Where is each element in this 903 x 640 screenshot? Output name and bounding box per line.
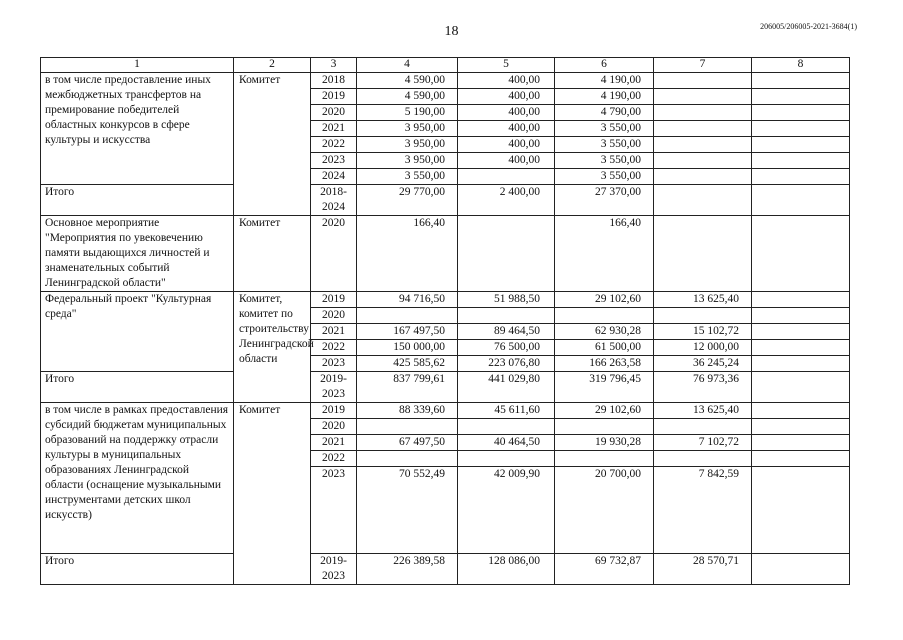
amount-cell [654, 451, 752, 467]
year-cell: 2021 [311, 324, 357, 340]
amount-cell: 7 102,72 [654, 435, 752, 451]
amount-cell: 19 930,28 [555, 435, 654, 451]
page-number: 18 [444, 24, 459, 39]
table-row [41, 292, 850, 308]
year-cell: 2022 [311, 451, 357, 467]
year-cell: 2019 [311, 89, 357, 105]
amount-cell: 166,40 [357, 216, 458, 292]
amount-cell [555, 451, 654, 467]
total-amount: 319 796,45 [555, 372, 654, 403]
column-header: 5 [458, 58, 555, 73]
total-amount: 28 570,71 [654, 554, 752, 585]
amount-cell: 400,00 [458, 89, 555, 105]
column-header: 4 [357, 58, 458, 73]
amount-cell: 400,00 [458, 153, 555, 169]
amount-cell [458, 451, 555, 467]
amount-cell: 167 497,50 [357, 324, 458, 340]
amount-cell [752, 324, 850, 340]
amount-cell: 51 988,50 [458, 292, 555, 308]
amount-cell [654, 308, 752, 324]
amount-cell [752, 121, 850, 137]
column-header-row [41, 58, 850, 73]
total-amount: 837 799,61 [357, 372, 458, 403]
year-cell: 2020 [311, 419, 357, 435]
amount-cell: 76 500,00 [458, 340, 555, 356]
amount-cell: 3 550,00 [555, 153, 654, 169]
year-cell: 2021 [311, 435, 357, 451]
amount-cell [752, 340, 850, 356]
total-label: Итого [41, 554, 234, 585]
amount-cell: 61 500,00 [555, 340, 654, 356]
year-cell: 2024 [311, 169, 357, 185]
table-row [41, 216, 850, 292]
amount-cell [654, 137, 752, 153]
amount-cell: 7 842,59 [654, 467, 752, 554]
amount-cell [752, 137, 850, 153]
amount-cell [752, 292, 850, 308]
amount-cell: 29 102,60 [555, 403, 654, 419]
amount-cell [752, 89, 850, 105]
amount-cell: 15 102,72 [654, 324, 752, 340]
total-amount: 441 029,80 [458, 372, 555, 403]
amount-cell: 67 497,50 [357, 435, 458, 451]
column-header: 3 [311, 58, 357, 73]
amount-cell: 223 076,80 [458, 356, 555, 372]
amount-cell: 3 550,00 [555, 137, 654, 153]
amount-cell: 13 625,40 [654, 403, 752, 419]
column-header: 8 [752, 58, 850, 73]
amount-cell: 3 950,00 [357, 153, 458, 169]
amount-cell: 3 950,00 [357, 121, 458, 137]
amount-cell: 400,00 [458, 105, 555, 121]
column-header: 6 [555, 58, 654, 73]
amount-cell [752, 419, 850, 435]
total-period: 2019-2023 [311, 554, 357, 585]
year-cell: 2023 [311, 467, 357, 554]
amount-cell: 3 550,00 [555, 121, 654, 137]
amount-cell [555, 308, 654, 324]
activity-name: Основное мероприятие "Мероприятия по увековечению памяти выдающихся личностей и знаменательных событий Ленинградской области" [41, 216, 234, 292]
amount-cell [654, 419, 752, 435]
amount-cell: 166,40 [555, 216, 654, 292]
amount-cell: 94 716,50 [357, 292, 458, 308]
amount-cell [752, 169, 850, 185]
amount-cell: 4 590,00 [357, 73, 458, 89]
amount-cell [654, 216, 752, 292]
amount-cell: 425 585,62 [357, 356, 458, 372]
total-amount [752, 372, 850, 403]
year-cell: 2022 [311, 340, 357, 356]
executor: Комитет, комитет по строительству Ленинградской области [234, 292, 311, 403]
total-row [41, 185, 850, 216]
table-row [41, 73, 850, 89]
total-amount: 27 370,00 [555, 185, 654, 216]
amount-cell [357, 308, 458, 324]
amount-cell: 3 550,00 [357, 169, 458, 185]
year-cell: 2023 [311, 356, 357, 372]
amount-cell: 166 263,58 [555, 356, 654, 372]
total-amount [752, 554, 850, 585]
amount-cell: 4 590,00 [357, 89, 458, 105]
amount-cell [458, 216, 555, 292]
amount-cell [752, 467, 850, 554]
activity-name: в том числе предоставление иных межбюджетных трансфертов на премирование победителей областных конкурсов в сфере культуры и искусства [41, 73, 234, 185]
executor: Комитет [234, 403, 311, 585]
amount-cell [752, 403, 850, 419]
amount-cell: 4 790,00 [555, 105, 654, 121]
column-header: 7 [654, 58, 752, 73]
amount-cell: 45 611,60 [458, 403, 555, 419]
column-header: 2 [234, 58, 311, 73]
amount-cell: 5 190,00 [357, 105, 458, 121]
total-amount: 226 389,58 [357, 554, 458, 585]
amount-cell: 400,00 [458, 121, 555, 137]
column-header: 1 [41, 58, 234, 73]
activity-name: Федеральный проект "Культурная среда" [41, 292, 234, 372]
year-cell: 2023 [311, 153, 357, 169]
amount-cell [752, 216, 850, 292]
year-cell: 2019 [311, 403, 357, 419]
total-amount: 69 732,87 [555, 554, 654, 585]
amount-cell: 40 464,50 [458, 435, 555, 451]
amount-cell: 13 625,40 [654, 292, 752, 308]
amount-cell: 36 245,24 [654, 356, 752, 372]
amount-cell: 12 000,00 [654, 340, 752, 356]
total-amount: 2 400,00 [458, 185, 555, 216]
amount-cell [654, 105, 752, 121]
amount-cell [357, 451, 458, 467]
amount-cell [458, 419, 555, 435]
total-amount: 29 770,00 [357, 185, 458, 216]
amount-cell: 400,00 [458, 73, 555, 89]
year-cell: 2022 [311, 137, 357, 153]
amount-cell: 62 930,28 [555, 324, 654, 340]
amount-cell [458, 308, 555, 324]
table-row [41, 403, 850, 419]
amount-cell [654, 153, 752, 169]
amount-cell [458, 169, 555, 185]
amount-cell: 42 009,90 [458, 467, 555, 554]
amount-cell: 3 950,00 [357, 137, 458, 153]
amount-cell [752, 451, 850, 467]
amount-cell: 4 190,00 [555, 89, 654, 105]
activity-name: в том числе в рамках предоставления субсидий бюджетам муниципальных образований на поддержку отрасли культуры в муниципальных образованиях Ленинградской области (оснащение музыкальными инструментами детских школ искусств) [41, 403, 234, 554]
total-amount [752, 185, 850, 216]
year-cell: 2020 [311, 105, 357, 121]
amount-cell [752, 73, 850, 89]
amount-cell [654, 89, 752, 105]
amount-cell [357, 419, 458, 435]
document-id: 206005/206005-2021-3684(1) [760, 22, 857, 31]
total-amount: 128 086,00 [458, 554, 555, 585]
amount-cell [752, 435, 850, 451]
amount-cell: 70 552,49 [357, 467, 458, 554]
total-label: Итого [41, 372, 234, 403]
amount-cell [752, 356, 850, 372]
amount-cell: 89 464,50 [458, 324, 555, 340]
amount-cell: 150 000,00 [357, 340, 458, 356]
year-cell: 2021 [311, 121, 357, 137]
executor: Комитет [234, 216, 311, 292]
amount-cell [654, 121, 752, 137]
total-row [41, 372, 850, 403]
year-cell: 2019 [311, 292, 357, 308]
year-cell: 2020 [311, 308, 357, 324]
budget-table [40, 57, 850, 585]
year-cell: 2020 [311, 216, 357, 292]
amount-cell: 88 339,60 [357, 403, 458, 419]
total-amount: 76 973,36 [654, 372, 752, 403]
amount-cell: 3 550,00 [555, 169, 654, 185]
total-period: 2018-2024 [311, 185, 357, 216]
amount-cell: 29 102,60 [555, 292, 654, 308]
amount-cell [752, 153, 850, 169]
amount-cell: 4 190,00 [555, 73, 654, 89]
year-cell: 2018 [311, 73, 357, 89]
amount-cell [654, 169, 752, 185]
total-label: Итого [41, 185, 234, 216]
total-amount [654, 185, 752, 216]
executor: Комитет [234, 73, 311, 216]
amount-cell: 400,00 [458, 137, 555, 153]
amount-cell [555, 419, 654, 435]
amount-cell: 20 700,00 [555, 467, 654, 554]
total-period: 2019-2023 [311, 372, 357, 403]
amount-cell [654, 73, 752, 89]
amount-cell [752, 308, 850, 324]
total-row [41, 554, 850, 585]
amount-cell [752, 105, 850, 121]
